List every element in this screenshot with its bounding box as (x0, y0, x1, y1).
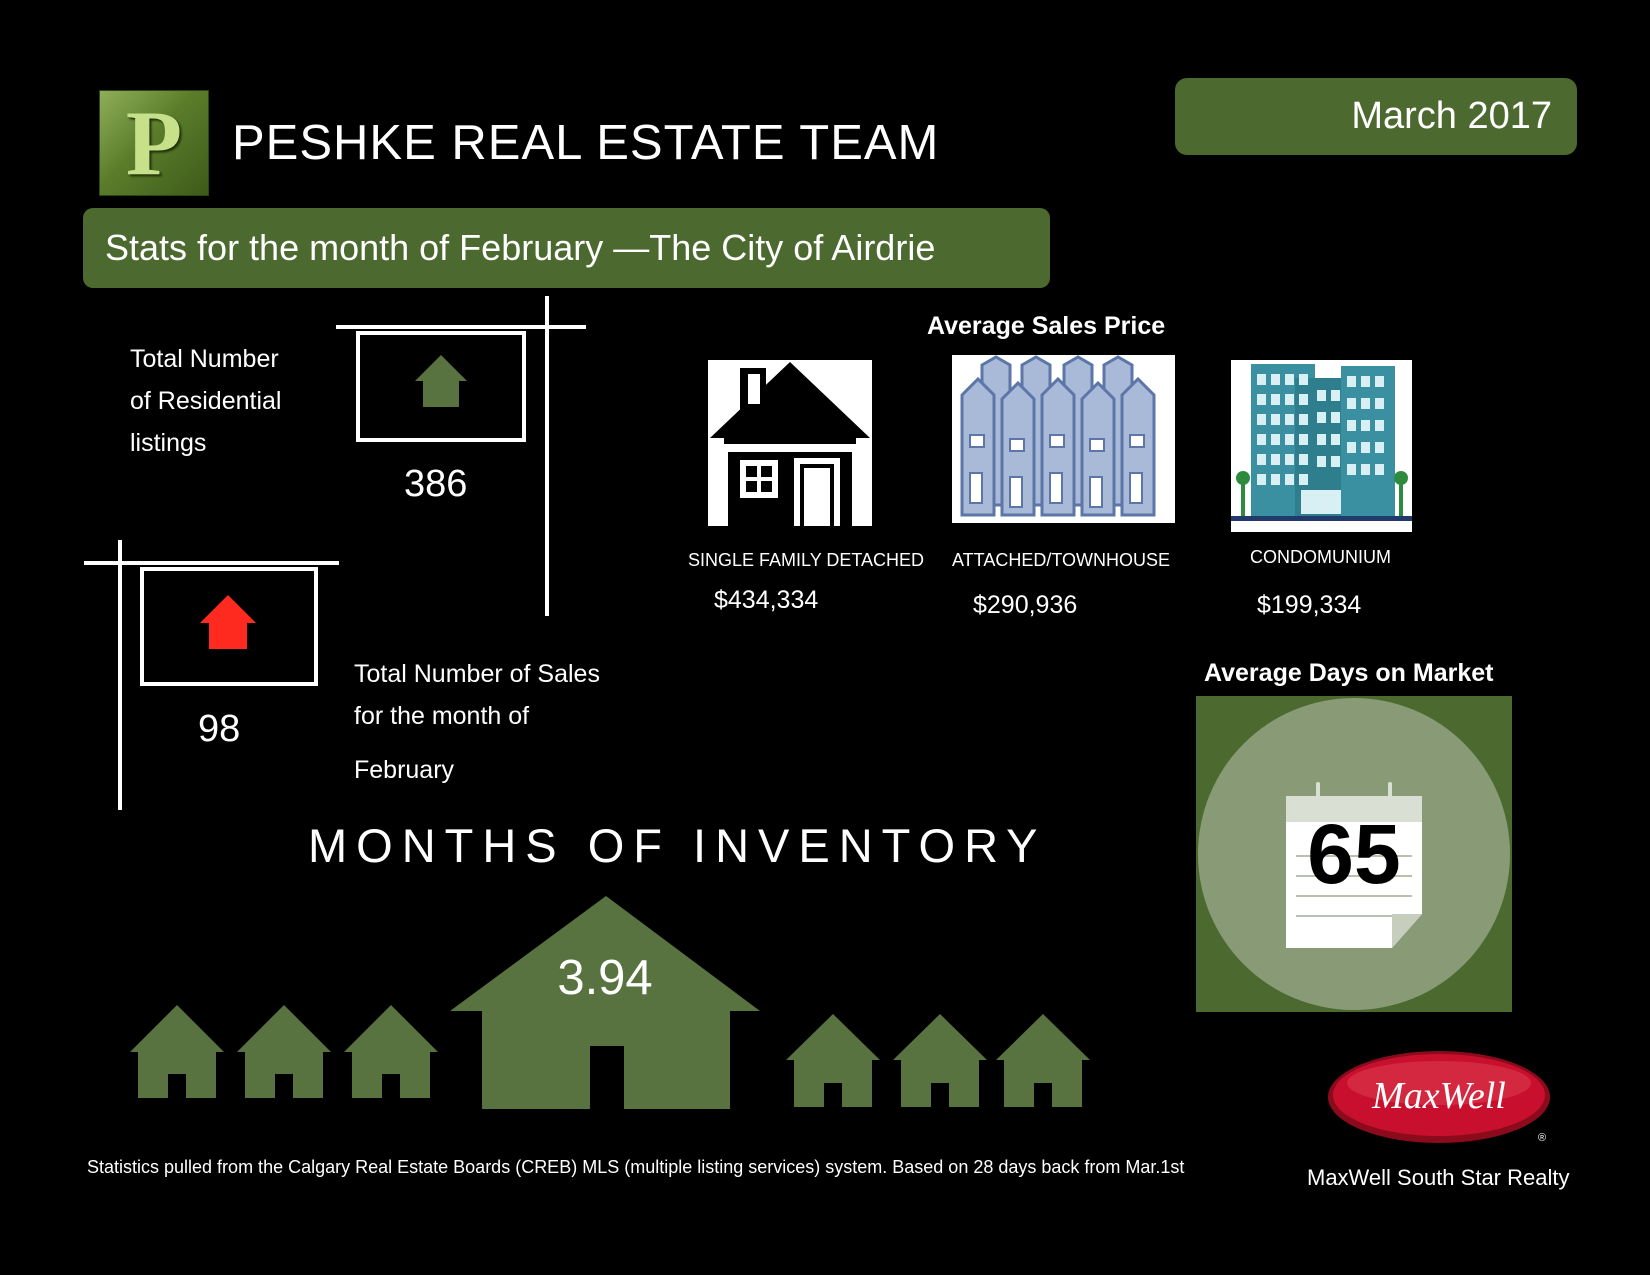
house-icon (237, 1005, 331, 1098)
maxwell-logo-text: MaxWell (1372, 1075, 1506, 1117)
sales-label (354, 653, 600, 791)
listings-post (545, 296, 549, 616)
condominium-icon (1231, 360, 1412, 532)
inventory-title: MONTHS OF INVENTORY (308, 819, 1047, 872)
sales-value: 98 (198, 708, 241, 750)
red-house-icon (144, 571, 314, 682)
condominium-caption: CONDOMUNIUM (1250, 547, 1391, 567)
green-house-icon (360, 335, 522, 438)
stats-banner (83, 208, 1050, 288)
date-text: March 2017 (1351, 95, 1552, 137)
house-icon (996, 1014, 1090, 1107)
single-family-house-icon (708, 360, 872, 526)
townhouse-price: $290,936 (973, 591, 1078, 619)
sales-label-line: for the month of (354, 702, 530, 730)
listings-label (130, 338, 281, 464)
townhouse-image (952, 355, 1175, 523)
sales-post (118, 540, 122, 810)
townhouse-caption: ATTACHED/TOWNHOUSE (952, 550, 1171, 570)
house-icon (344, 1005, 438, 1098)
condominium-image (1231, 360, 1412, 532)
listings-sign (356, 331, 526, 442)
days-on-market-value: 65 (1307, 807, 1401, 901)
sales-label-line: February (354, 756, 455, 784)
house-icon (893, 1014, 987, 1107)
single-family-caption: SINGLE FAMILY DETACHED (688, 550, 925, 570)
condominium-price: $199,334 (1257, 591, 1362, 619)
listings-value: 386 (404, 463, 468, 505)
days-on-market-heading: Average Days on Market (1204, 659, 1494, 687)
sales-label-line: Total Number of Sales (354, 660, 600, 688)
sales-crossbar (84, 561, 339, 565)
listings-label-line: Total Number (130, 345, 279, 373)
average-sales-heading: Average Sales Price (927, 312, 1166, 340)
date-badge (1175, 78, 1577, 155)
single-family-image (708, 360, 872, 526)
inventory-value: 3.94 (557, 951, 653, 1005)
house-icon (130, 1005, 224, 1098)
registered-mark: ® (1538, 1132, 1547, 1144)
stats-banner-text: Stats for the month of February —The City of Airdrie (105, 227, 936, 268)
footer-note: Statistics pulled from the Calgary Real Estate Boards (CREB) MLS (multiple listing services) system. Based on 28 days back from Mar.1st (87, 1157, 1185, 1177)
sales-sign (140, 567, 318, 686)
team-name: PESHKE REAL ESTATE TEAM (232, 116, 940, 170)
listings-label-line: listings (130, 429, 207, 457)
listings-label-line: of Residential (130, 387, 282, 415)
days-on-market-panel (1196, 696, 1512, 1012)
team-logo: P (99, 90, 209, 196)
townhouse-icon (952, 355, 1175, 523)
single-family-price: $434,334 (714, 586, 819, 614)
brand-name: MaxWell South Star Realty (1307, 1165, 1570, 1190)
house-icon (786, 1014, 880, 1107)
